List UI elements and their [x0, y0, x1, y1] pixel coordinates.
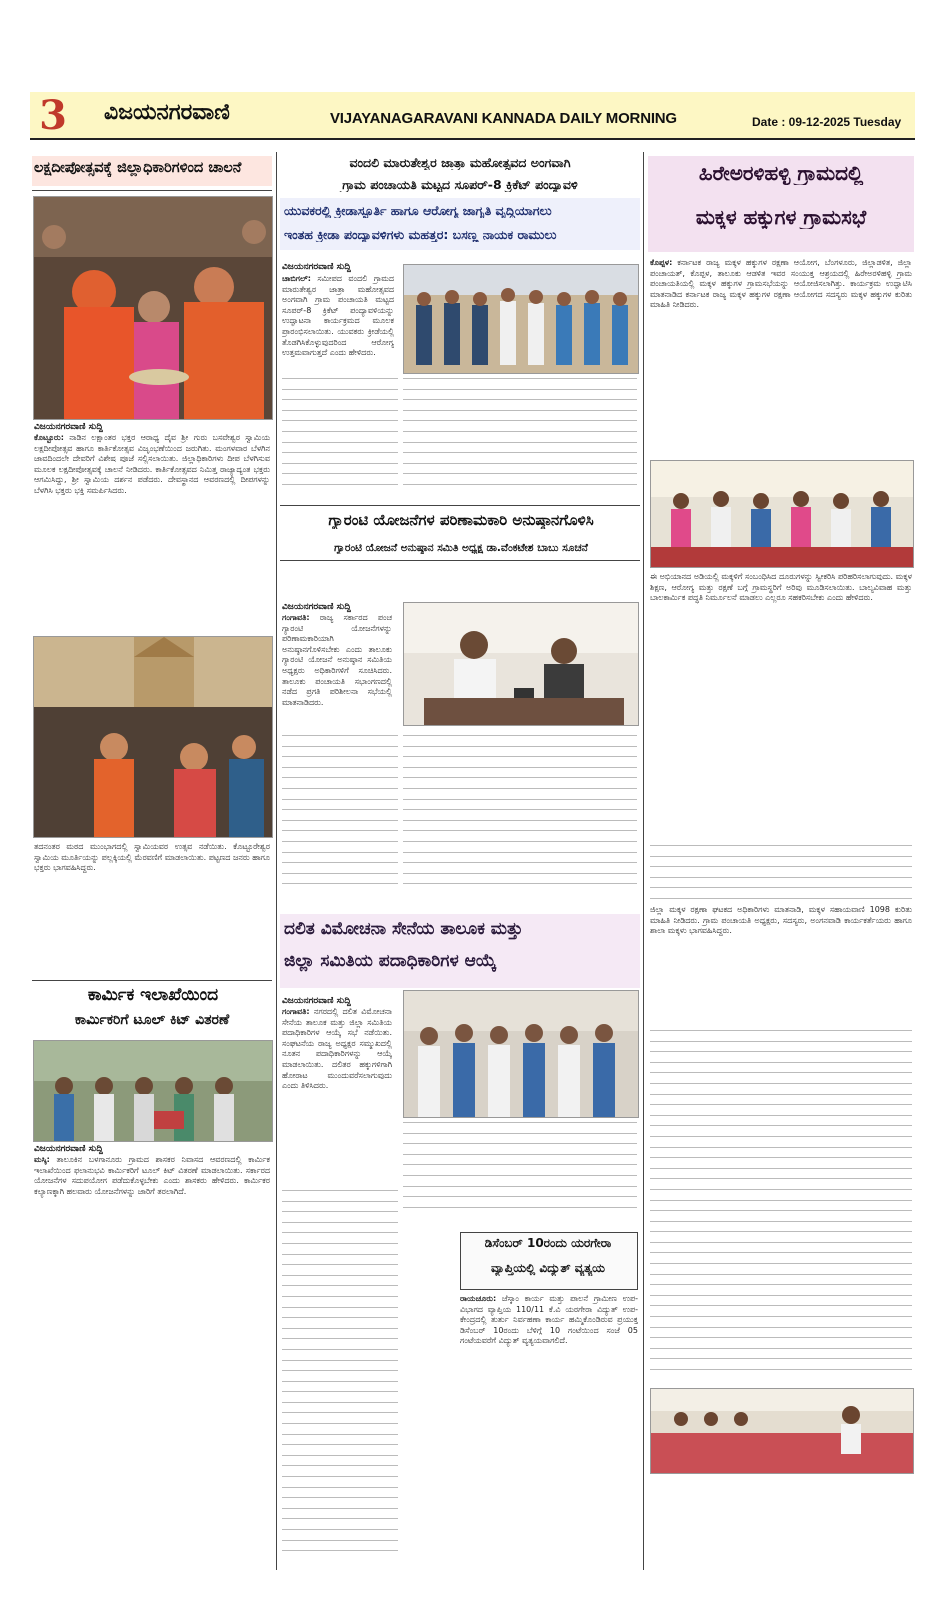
column-divider: [643, 152, 644, 1570]
dateline-place: ಕೊಪ್ಪಳ:: [650, 258, 673, 267]
article-text: ಜೆಸ್ಕಾಂ ಕಾರ್ಯ ಮತ್ತು ಪಾಲನೆ ಗ್ರಾಮೀಣ ಉಪ-ವಿಭಾಗದ ವ್ಯಾಪ್ತಿಯ 110/11 ಕೆ.ವಿ ಯರಗೇರಾ ವಿದ್ಯುತ್ ಉಪ-ಕೇಂದ್ರದಲ್ಲಿ ತುರ್ತು ನಿರ್ವಹಣಾ ಕಾರ್ಯ ಹಮ್ಮಿಕೊಂಡಿರುವ ಪ್ರಯುಕ್ತ ಡಿಸೆಂಬರ್ 10ರಂದು ಬೆಳಿಗ್ಗೆ 10 ಗಂಟೆಯಿಂದ ಸಂಜೆ 05 ಗಂಟೆಯವರೆಗೆ ವಿದ್ಯುತ್ ವ್ಯತ್ಯಯವಾಗಲಿದೆ.: [460, 1294, 638, 1346]
kicker-cricket-1: ವಂದಲಿ ಮಾರುತೇಶ್ವರ ಜಾತ್ರಾ ಮಹೋತ್ಸವದ ಅಂಗವಾಗಿ: [349, 156, 571, 170]
headline-karmika-2: ಕಾರ್ಮಿಕರಿಗೆ ಟೂಲ್ ಕಿಟ್ ವಿತರಣೆ: [74, 1012, 230, 1028]
photo-crowd-illustration: [34, 197, 272, 419]
photo-temple-illustration: [34, 637, 272, 837]
photo-temple-procession: [33, 636, 273, 838]
rule: [280, 560, 640, 561]
photo-meeting-illustration: [404, 603, 638, 725]
dateline-place: ಕೊಟ್ಟೂರು:: [34, 433, 64, 442]
dateline: ವಿಜಯನಗರವಾಣಿ ಸುದ್ದಿ: [282, 996, 351, 1006]
photo-lakshadeepa-crowd: [33, 196, 273, 420]
article-text: ರಾಜ್ಯ ಸರ್ಕಾರದ ಪಂಚ ಗ್ಯಾರಂಟಿ ಯೋಜನೆಗಳನ್ನು ಪರಿಣಾಮಕಾರಿಯಾಗಿ ಅನುಷ್ಠಾನಗೊಳಿಸಬೇಕು ಎಂದು ತಾಲೂಕು ಗ್ಯಾರಂಟಿ ಯೋಜನೆ ಅನುಷ್ಠಾನ ಸಮಿತಿಯ ಅಧ್ಯಕ್ಷರು ಅಧಿಕಾರಿಗಳಿಗೆ ಸೂಚಿಸಿದರು. ತಾಲೂಕು ಪಂಚಾಯತಿ ಸಭಾಂಗಣದಲ್ಲಿ ನಡೆದ ಪ್ರಗತಿ ಪರಿಶೀಲನಾ ಸಭೆಯಲ್ಲಿ ಮಾತನಾಡಿದರು.: [282, 613, 392, 707]
photo-gramasabhe-audience: [650, 1388, 914, 1474]
dateline: ವಿಜಯನಗರವಾಣಿ ಸುದ್ದಿ: [282, 262, 351, 272]
article-text: ಸಮೀಪದ ವಂದಲಿ ಗ್ರಾಮದ ಮಾರುತೇಶ್ವರ ಜಾತ್ರಾ ಮಹೋತ್ಸವದ ಅಂಗವಾಗಿ ಗ್ರಾಮ ಪಂಚಾಯತಿ ಮಟ್ಟದ ಸೂಪರ್-8 ಕ್ರಿಕೆಟ್ ಪಂದ್ಯಾವಳಿಯನ್ನು ಉದ್ಘಾಟನಾ ಕಾರ್ಯಕ್ರಮದ ಮೂಲಕ ಪ್ರಾರಂಭಿಸಲಾಯಿತು. ಯುವಕರು ಕ್ರೀಡೆಯಲ್ಲಿ ತೊಡಗಿಸಿಕೊಳ್ಳುವುದರಿಂದ ಆರೋಗ್ಯ ಉತ್ತಮವಾಗುತ್ತದೆ ಎಂದು ಹೇಳಿದರು.: [282, 274, 394, 358]
headline-lakshadeepa: ಲಕ್ಷದೀಪೋತ್ಸವಕ್ಕೆ ಜಿಲ್ಲಾಧಿಕಾರಿಗಳಿಂದ ಚಾಲನೆ: [34, 160, 242, 176]
article-body-lakshadeepa-cont: [34, 842, 270, 980]
article-text-block: [282, 1190, 398, 1565]
article-body-cricket-intro: [282, 274, 394, 372]
headline-cricket-1: ಯುವಕರಲ್ಲಿ ಕ್ರೀಡಾಸ್ಫೂರ್ತಿ ಹಾಗೂ ಆರೋಗ್ಯ ಜಾಗೃತಿ ವೃದ್ಧಿಯಾಗಲು: [284, 204, 552, 218]
dateline-place: ಚಾಬಿಗಲ್:: [282, 274, 311, 283]
photo-gramasabhe-stage: [650, 460, 914, 568]
article-body-power: [460, 1294, 638, 1464]
article-body-gramasabhe: [650, 258, 912, 454]
photo-dalita-group: [403, 990, 639, 1118]
headline-dalita-1: ದಲಿತ ವಿಮೋಚನಾ ಸೇನೆಯ ತಾಲೂಕ ಮತ್ತು: [284, 920, 523, 939]
article-text: ಜಿಲ್ಲಾ ಮಕ್ಕಳ ರಕ್ಷಣಾ ಘಟಕದ ಅಧಿಕಾರಿಗಳು ಮಾತನಾಡಿ, ಮಕ್ಕಳ ಸಹಾಯವಾಣಿ 1098 ಕುರಿತು ಮಾಹಿತಿ ನೀಡಿದರು. ಗ್ರಾಮ ಪಂಚಾಯತಿ ಅಧ್ಯಕ್ಷರು, ಸದಸ್ಯರು, ಅಂಗನವಾಡಿ ಕಾರ್ಯಕರ್ತೆಯರು ಹಾಗೂ ಶಾಲಾ ಮಕ್ಕಳು ಭಾಗವಹಿಸಿದ್ದರು.: [650, 905, 912, 936]
photo-toolkit-illustration: [34, 1041, 272, 1141]
article-body-lakshadeepa: [34, 433, 270, 628]
article-body-gramasabhe-cont: [650, 572, 912, 842]
kicker-cricket-2: ಗ್ರಾಮ ಪಂಚಾಯತಿ ಮಟ್ಟದ ಸೂಪರ್-8 ಕ್ರಿಕೆಟ್ ಪಂದ್ಯಾವಳಿ: [342, 178, 578, 192]
rule: [32, 980, 272, 981]
headline-gramasabhe-2: ಮಕ್ಕಳ ಹಕ್ಕುಗಳ ಗ್ರಾಮಸಭೆ: [695, 206, 867, 229]
photo-guarantee-meeting: [403, 602, 639, 726]
article-text: ನಗರದಲ್ಲಿ ದಲಿತ ವಿಮೋಚನಾ ಸೇನೆಯ ತಾಲೂಕ ಮತ್ತು ಜಿಲ್ಲಾ ಸಮಿತಿಯ ಪದಾಧಿಕಾರಿಗಳ ಆಯ್ಕೆ ಸಭೆ ನಡೆಯಿತು. ಸಂಘಟನೆಯ ರಾಜ್ಯ ಅಧ್ಯಕ್ಷರ ಸಮ್ಮುಖದಲ್ಲಿ ನೂತನ ಪದಾಧಿಕಾರಿಗಳನ್ನು ಆಯ್ಕೆ ಮಾಡಲಾಯಿತು. ದಲಿತರ ಹಕ್ಕುಗಳಿಗಾಗಿ ಹೋರಾಟ ಮುಂದುವರೆಸಲಾಗುವುದು ಎಂದು ತಿಳಿಸಿದರು.: [282, 1007, 392, 1091]
column-divider: [276, 152, 277, 1570]
issue-date: Date : 09-12-2025 Tuesday: [752, 115, 902, 129]
article-text: ನಾಡಿನ ಲಕ್ಷಾಂತರ ಭಕ್ತರ ಆರಾಧ್ಯ ದೈವ ಶ್ರೀ ಗುರು ಬಸವೇಶ್ವರ ಸ್ವಾಮಿಯ ಲಕ್ಷದೀಪೋತ್ಸವ ಹಾಗೂ ಕಾರ್ತಿಕೋತ್ಸವ ವಿಜೃಂಭಣೆಯಿಂದ ಜರುಗಿತು. ಮಂಗಳವಾರ ಬೆಳಗಿನ ಜಾವದಿಂದಲೇ ದೇವರಿಗೆ ವಿಶೇಷ ಪೂಜೆ ಸಲ್ಲಿಸಲಾಯಿತು. ಜಿಲ್ಲಾಧಿಕಾರಿಗಳು ದೀಪ ಬೆಳಗಿಸುವ ಮೂಲಕ ಲಕ್ಷದೀಪೋತ್ಸವಕ್ಕೆ ಚಾಲನೆ ನೀಡಿದರು.: [34, 433, 270, 474]
article-body-dalita: [282, 1007, 392, 1182]
article-text-block: [403, 735, 637, 905]
article-text-block: [403, 1122, 637, 1222]
article-text-block: [282, 735, 398, 905]
photo-cricket-illustration: [404, 265, 638, 373]
headline-cricket-2: ಇಂತಹ ಕ್ರೀಡಾ ಪಂದ್ಯಾವಳಿಗಳು ಮಹತ್ತರ: ಬಸಣ್ಣ ನಾಯಕ ರಾಮುಲು: [284, 228, 557, 242]
article-body-karmika: [34, 1155, 270, 1560]
photo-toolkit-distribution: [33, 1040, 273, 1142]
page-number: 3: [39, 92, 67, 139]
headline-gramasabhe-1: ಹಿರೇಅರಳಿಹಳ್ಳಿ ಗ್ರಾಮದಲ್ಲಿ: [698, 162, 864, 185]
article-text: ಈ ಅಭಿಯಾನದ ಅಡಿಯಲ್ಲಿ ಮಕ್ಕಳಿಗೆ ಸಂಬಂಧಿಸಿದ ದೂರುಗಳನ್ನು ಸ್ವೀಕರಿಸಿ ಪರಿಹರಿಸಲಾಗುವುದು. ಮಕ್ಕಳ ಶಿಕ್ಷಣ, ಆರೋಗ್ಯ ಮತ್ತು ರಕ್ಷಣೆ ಬಗ್ಗೆ ಗ್ರಾಮಸ್ಥರಿಗೆ ಅರಿವು ಮೂಡಿಸಲಾಯಿತು. ಬಾಲ್ಯವಿವಾಹ ಮತ್ತು ಬಾಲಕಾರ್ಮಿಕ ಪದ್ಧತಿ ನಿರ್ಮೂಲನೆ ಮಾಡಲು ಎಲ್ಲರೂ ಸಹಕರಿಸಬೇಕು ಎಂದು ಹೇಳಿದರು.: [650, 572, 912, 603]
dateline: ವಿಜಯನಗರವಾಣಿ ಸುದ್ದಿ: [282, 602, 351, 612]
rule: [280, 505, 640, 506]
headline-power-2: ವ್ಯಾಪ್ತಿಯಲ್ಲಿ ವಿದ್ಯುತ್ ವ್ಯತ್ಯಯ: [490, 1262, 606, 1275]
article-text: ತಾಲೂಕಿನ ಬಳಗಾನೂರು ಗ್ರಾಮದ ಶಾಸಕರ ನಿವಾಸದ ಆವರಣದಲ್ಲಿ ಕಾರ್ಮಿಕ ಇಲಾಖೆಯಿಂದ ಫಲಾನುಭವಿ ಕಾರ್ಮಿಕರಿಗೆ ಟೂಲ್ ಕಿಟ್ ವಿತರಣೆ ಮಾಡಲಾಯಿತು. ಸರ್ಕಾರದ ಯೋಜನೆಗಳ ಸದುಪಯೋಗ ಪಡೆದುಕೊಳ್ಳಬೇಕು ಎಂದು ಶಾಸಕರು ಹೇಳಿದರು. ಕಾರ್ಮಿಕರ ಕಲ್ಯಾಣಕ್ಕಾಗಿ ಹಲವಾರು ಯೋಜನೆಗಳನ್ನು ಜಾರಿಗೆ ತರಲಾಗಿದೆ.: [34, 1155, 270, 1196]
photo-cricket-players: [403, 264, 639, 374]
paper-name-kannada: ವಿಜಯನಗರವಾಣಿ: [104, 100, 230, 125]
article-text-block: [650, 1030, 912, 1380]
dateline-place: ಗಂಗಾವತಿ:: [282, 613, 310, 622]
dateline: ವಿಜಯನಗರವಾಣಿ ಸುದ್ದಿ: [34, 422, 103, 432]
photo-stage-illustration: [651, 461, 913, 567]
dateline-place: ಗಂಗಾವತಿ:: [282, 1007, 310, 1016]
headline-guarantee: ಗ್ಯಾರಂಟಿ ಯೋಜನೆಗಳ ಪರಿಣಾಮಕಾರಿ ಅನುಷ್ಠಾನಗೊಳಿಸಿ: [328, 512, 594, 529]
photo-audience-illustration: [651, 1389, 913, 1473]
article-text-block: [282, 378, 398, 498]
article-text: ಕರ್ನಾಟಕ ರಾಜ್ಯ ಮಕ್ಕಳ ಹಕ್ಕುಗಳ ರಕ್ಷಣಾ ಆಯೋಗ, ಬೆಂಗಳೂರು, ಜಿಲ್ಲಾಡಳಿತ, ಜಿಲ್ಲಾ ಪಂಚಾಯತ್, ಕೊಪ್ಪಳ, ತಾಲೂಕು ಆಡಳಿತ ಇವರ ಸಂಯುಕ್ತ ಆಶ್ರಯದಲ್ಲಿ ಹಿರೇಅರಳಿಹಳ್ಳಿ ಗ್ರಾಮ ಪಂಚಾಯತಿಯಲ್ಲಿ ಮಕ್ಕಳ ಹಕ್ಕುಗಳ ಗ್ರಾಮಸಭೆಯನ್ನು ಆಯೋಜಿಸಲಾಗಿತ್ತು. ಕಾರ್ಯಕ್ರಮ ಉದ್ಘಾಟಿಸಿ ಮಾತನಾಡಿದ ಕರ್ನಾಟಕ ರಾಜ್ಯ ಮಕ್ಕಳ ಹಕ್ಕುಗಳ ರಕ್ಷಣಾ ಆಯೋಗದ ಸದಸ್ಯರು ಮಕ್ಕಳ ಹಕ್ಕುಗಳ ಕುರಿತು ಮಾಹಿತಿ ನೀಡಿದರು.: [650, 258, 912, 310]
article-text-block: [650, 845, 912, 905]
dateline-place: ಮಸ್ಕಿ:: [34, 1155, 50, 1164]
article-body-gramasabhe-cont2: [650, 905, 912, 1025]
article-text-block: [403, 378, 637, 498]
subheadline-guarantee: ಗ್ಯಾರಂಟಿ ಯೋಜನೆ ಅನುಷ್ಠಾನ ಸಮಿತಿ ಅಧ್ಯಕ್ಷ ಡಾ.ವೆಂಕಟೇಶ ಬಾಬು ಸೂಚನೆ: [334, 542, 588, 554]
headline-dalita-2: ಜಿಲ್ಲಾ ಸಮಿತಿಯ ಪದಾಧಿಕಾರಿಗಳ ಆಯ್ಕೆ: [284, 952, 497, 971]
rule: [32, 190, 272, 191]
article-text: ಕಾರ್ತಿಕೋತ್ಸವದ ನಿಮಿತ್ತ ರಾಜ್ಯಾದ್ಯಂತ ಭಕ್ತರು ಆಗಮಿಸಿದ್ದು, ಶ್ರೀ ಸ್ವಾಮಿಯ ದರ್ಶನ ಪಡೆದರು. ದೇವಸ್ಥಾನದ ಆವರಣದಲ್ಲಿ ದೀಪಗಳನ್ನು ಬೆಳಗಿಸಿ ಭಕ್ತರು ಭಕ್ತಿ ಸಮರ್ಪಿಸಿದರು.: [34, 464, 270, 495]
headline-power-1: ಡಿಸೆಂಬರ್ 10ರಂದು ಯರಗೇರಾ: [484, 1237, 612, 1250]
article-body-guarantee: [282, 613, 392, 728]
dateline-place: ರಾಯಚೂರು:: [460, 1294, 497, 1303]
photo-group-illustration: [404, 991, 638, 1117]
paper-name-english: VIJAYANAGARAVANI KANNADA DAILY MORNING: [330, 110, 677, 127]
headline-karmika-1: ಕಾರ್ಮಿಕ ಇಲಾಖೆಯಿಂದ: [87, 986, 219, 1005]
dateline: ವಿಜಯನಗರವಾಣಿ ಸುದ್ದಿ: [34, 1144, 103, 1154]
article-text: ತದನಂತರ ಮಠದ ಮುಂಭಾಗದಲ್ಲಿ ಸ್ವಾಮಿಯವರ ಉತ್ಸವ ನಡೆಯಿತು. ಕೊಟ್ಟೂರೇಶ್ವರ ಸ್ವಾಮಿಯ ಮೂರ್ತಿಯನ್ನು ಪಲ್ಲಕ್ಕಿಯಲ್ಲಿ ಮೆರವಣಿಗೆ ಮಾಡಲಾಯಿತು. ಪಟ್ಟಣದ ಜನರು ಹಾಗೂ ಭಕ್ತರು ಭಾಗವಹಿಸಿದ್ದರು.: [34, 842, 270, 873]
